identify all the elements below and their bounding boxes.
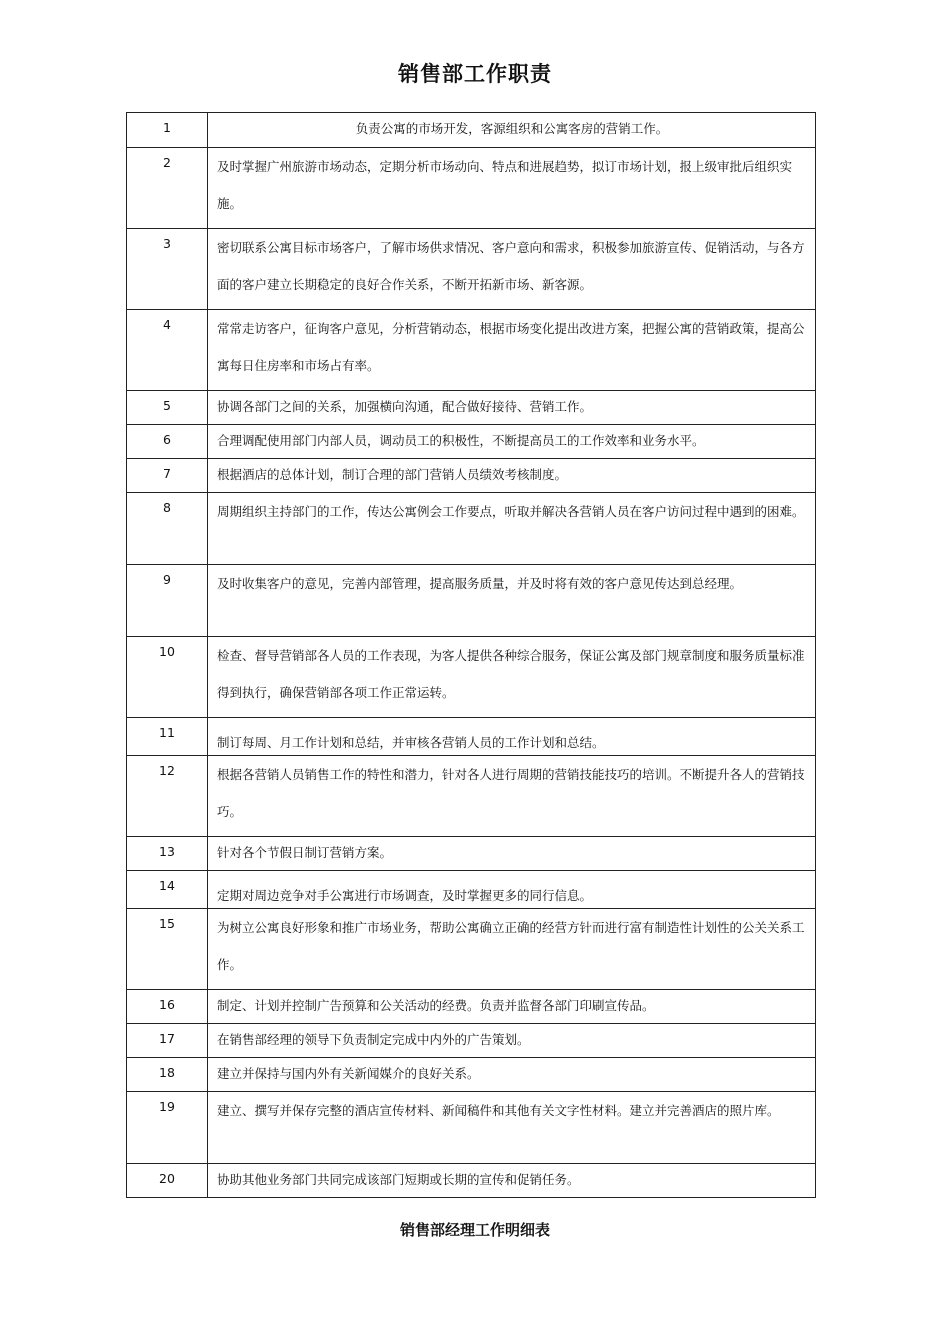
table-row <box>127 1024 816 1058</box>
row-number: 18 <box>127 1058 208 1092</box>
row-number: 16 <box>127 990 208 1024</box>
table-row <box>127 493 816 565</box>
duty-text: 密切联系公寓目标市场客户，了解市场供求情况、客户意向和需求，积极参加旅游宣传、促销活动，与各方面的客户建立长期稳定的良好合作关系，不断开拓新市场、新客源。 <box>208 229 816 310</box>
row-number: 19 <box>127 1092 208 1164</box>
duty-text: 定期对周边竞争对手公寓进行市场调查，及时掌握更多的同行信息。 <box>208 871 816 909</box>
table-row <box>127 113 816 148</box>
duty-text: 及时掌握广州旅游市场动态，定期分析市场动向、特点和进展趋势，拟订市场计划，报上级审批后组织实施。 <box>208 148 816 229</box>
row-number: 5 <box>127 391 208 425</box>
row-number: 6 <box>127 425 208 459</box>
duty-text: 合理调配使用部门内部人员，调动员工的积极性，不断提高员工的工作效率和业务水平。 <box>208 425 816 459</box>
table-row <box>127 871 816 909</box>
duty-text: 周期组织主持部门的工作，传达公寓例会工作要点，听取并解决各营销人员在客户访问过程中遇到的困难。 <box>208 493 816 565</box>
duty-text: 制定、计划并控制广告预算和公关活动的经费。负责并监督各部门印刷宣传品。 <box>208 990 816 1024</box>
row-number: 12 <box>127 756 208 837</box>
duty-text: 负责公寓的市场开发，客源组织和公寓客房的营销工作。 <box>208 113 816 148</box>
row-number: 20 <box>127 1164 208 1198</box>
duty-text: 建立并保持与国内外有关新闻媒介的良好关系。 <box>208 1058 816 1092</box>
section-title: 销售部经理工作明细表 <box>399 1221 550 1239</box>
table-row <box>127 310 816 391</box>
duty-text: 检查、督导营销部各人员的工作表现，为客人提供各种综合服务，保证公寓及部门规章制度和服务质量标准得到执行，确保营销部各项工作正常运转。 <box>208 637 816 718</box>
page-title: 销售部工作职责 <box>398 62 552 86</box>
row-number: 13 <box>127 837 208 871</box>
row-number: 1 <box>127 113 208 148</box>
row-number: 11 <box>127 718 208 756</box>
table-row <box>127 1058 816 1092</box>
table-row <box>127 229 816 310</box>
row-number: 10 <box>127 637 208 718</box>
table-row <box>127 565 816 637</box>
table-row <box>127 756 816 837</box>
row-number: 7 <box>127 459 208 493</box>
row-number: 17 <box>127 1024 208 1058</box>
table-row <box>127 637 816 718</box>
table-row <box>127 459 816 493</box>
table-row <box>127 425 816 459</box>
row-number: 8 <box>127 493 208 565</box>
row-number: 15 <box>127 909 208 990</box>
duty-text: 及时收集客户的意见，完善内部管理，提高服务质量，并及时将有效的客户意见传达到总经理。 <box>208 565 816 637</box>
table-row <box>127 990 816 1024</box>
duty-text: 根据各营销人员销售工作的特性和潜力，针对各人进行周期的营销技能技巧的培训。不断提升各人的营销技巧。 <box>208 756 816 837</box>
duty-text: 针对各个节假日制订营销方案。 <box>208 837 816 871</box>
table-row <box>127 1092 816 1164</box>
duty-text: 根据酒店的总体计划，制订合理的部门营销人员绩效考核制度。 <box>208 459 816 493</box>
row-number: 14 <box>127 871 208 909</box>
table-row <box>127 837 816 871</box>
table-row <box>127 148 816 229</box>
duty-text: 常常走访客户，征询客户意见，分析营销动态，根据市场变化提出改进方案，把握公寓的营销政策，提高公寓每日住房率和市场占有率。 <box>208 310 816 391</box>
row-number: 9 <box>127 565 208 637</box>
row-number: 2 <box>127 148 208 229</box>
table-row <box>127 718 816 756</box>
duty-text: 在销售部经理的领导下负责制定完成中内外的广告策划。 <box>208 1024 816 1058</box>
duty-text: 协调各部门之间的关系，加强横向沟通，配合做好接待、营销工作。 <box>208 391 816 425</box>
row-number: 4 <box>127 310 208 391</box>
duties-table <box>126 112 816 1198</box>
duty-text: 制订每周、月工作计划和总结，并审核各营销人员的工作计划和总结。 <box>208 718 816 756</box>
duty-text: 建立、撰写并保存完整的酒店宣传材料、新闻稿件和其他有关文字性材料。建立并完善酒店的照片库。 <box>208 1092 816 1164</box>
duty-text: 协助其他业务部门共同完成该部门短期或长期的宣传和促销任务。 <box>208 1164 816 1198</box>
row-number: 3 <box>127 229 208 310</box>
table-row <box>127 1164 816 1198</box>
table-row <box>127 909 816 990</box>
table-row <box>127 391 816 425</box>
duty-text: 为树立公寓良好形象和推广市场业务，帮助公寓确立正确的经营方针而进行富有制造性计划性的公关关系工作。 <box>208 909 816 990</box>
